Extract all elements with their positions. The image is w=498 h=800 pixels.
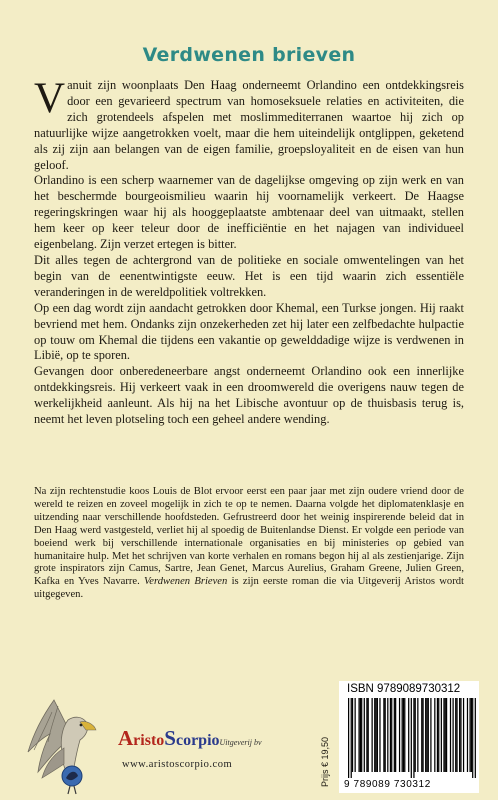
barcode-bar — [460, 698, 461, 772]
barcode-bar — [422, 698, 423, 772]
barcode-bar — [352, 698, 353, 772]
barcode-bar — [469, 698, 470, 772]
barcode-bar — [383, 698, 384, 772]
barcode-bar — [421, 698, 422, 772]
barcode-bar — [445, 698, 446, 772]
barcode-bar — [455, 698, 456, 772]
barcode-bar — [348, 698, 349, 778]
barcode-bar — [408, 698, 409, 772]
blurb-paragraph-5: Gevangen door onberedeneerbare angst onderneemt Orlandino ook een innerlijke ontdekkingsreis. Hij verkeert vaak in een droomwereld die overigens nauw tegen de werkelijkheid aanleunt. Als hij na het Libische avontuur op de thuisbasis terug is, neemt het leven plotseling toch een geheel andere wending. — [34, 364, 464, 427]
barcode-bar — [441, 698, 442, 772]
barcode-bar — [475, 698, 476, 778]
barcode-bar — [372, 698, 373, 772]
barcode-bar — [413, 698, 414, 778]
barcode-bar — [403, 698, 404, 772]
publisher-logo-text: AristoScorpioUitgeverij bv — [118, 726, 262, 750]
barcode-bar — [360, 698, 361, 772]
barcode-bar — [430, 698, 431, 772]
barcode-bar — [415, 698, 416, 772]
drop-cap: V — [34, 75, 66, 122]
barcode-bar — [391, 698, 392, 772]
barcode-bar — [437, 698, 438, 772]
publisher-url: www.aristoscorpio.com — [122, 759, 233, 770]
barcode-bar — [459, 698, 460, 772]
barcode-bar — [426, 698, 427, 772]
barcode-bar — [434, 698, 435, 772]
barcode-bar — [351, 698, 352, 778]
barcode-bar — [379, 698, 380, 772]
price-label: Prijs € 19,50 — [320, 736, 330, 787]
barcode-bar — [467, 698, 468, 772]
blurb-paragraph-3: Dit alles tegen de achtergrond van de politieke en sociale omwentelingen van het begin van de eenentwintigste eeuw. Het is een tijd waarin zich essentiële veranderingen in de wereldpolitiek voltrekken. — [34, 252, 464, 299]
isbn-label: ISBN 9789089730312 — [347, 683, 461, 695]
barcode-bar — [355, 698, 356, 772]
barcode-bar — [404, 698, 405, 772]
barcode-bar — [364, 698, 365, 772]
eagle-logo-icon — [24, 694, 116, 798]
barcode-bar — [411, 698, 412, 778]
blurb-paragraph-2: Orlandino is een scherp waarnemer van de dagelijkse omgeving op zijn werk en van het beschermde bourgeoismilieu waarin hij voornamelijk verkeert. De Haagse regeringskringen waar hij als hooggeplaatste ambtenaar deel van uitmaakt, stellen hem keer op keer teleur door de inefficiëntie en het najagen van individueel eigenbelang. Zijn verzet ertegen is bitter. — [34, 173, 464, 252]
blurb-paragraph-1: Vanuit zijn woonplaats Den Haag onderneemt Orlandino een ontdekkingsreis door een gevarieerd spectrum van homoseksuele relaties en activiteiten, die zich grotendeels afspelen met moslimmediterranen waartoe hij zich op natuurlijke wijze aangetrokken voelt, maar die hem uiteindelijk ontglippen, geketend als zij zijn aan belangen van de eigen familie, groepsloyaliteit en de eisen van hun geloof. — [34, 75, 464, 172]
barcode-bar — [425, 698, 426, 772]
barcode-icon — [348, 698, 476, 778]
barcode-bar — [368, 698, 369, 772]
barcode-bar — [358, 698, 359, 772]
barcode-bar — [402, 698, 403, 772]
barcode-bar — [438, 698, 439, 772]
blurb-paragraph-4: Op een dag wordt zijn aandacht getrokken door Khemal, een Turkse jongen. Hij raakt bevriend met hem. Ondanks zijn onzekerheden zet hij later een zelfbedachte hulpactie op touw om Khemal die tijdens een vakantie op gewelddadige wijze is verdwenen in Libië, op te sporen. — [34, 300, 464, 363]
barcode-bar — [443, 698, 444, 772]
author-bio: Na zijn rechtenstudie koos Louis de Blot ervoor eerst een paar jaar met zijn oudere vriend door de wereld te reizen en zoveel mogelijk in zich te op te nemen. Daarna volgde het diplomatenklasje en uitzending naar verschillende hoofdsteden. Gefrustreerd door het weinig inspirerende beleid dat in Den Haag werd vastgesteld, verliet hij al spoedig de Buitenlandse Dienst. Er volgde een periode van boeiend werk bij verschillende internationale organisaties en bij ministeries op gebied van humanitaire hulp. Met het schrijven van korte verhalen en romans begon hij al als zestienjarige. Zijn grote inspirators zijn Camus, Sartre, Jean Genet, Marcus Aurelius, Graham Greene, Julien Green, Kafka en Yves Navarre. Verdwenen Brieven is zijn eerste roman die via Uitgeverij Aristos wordt uitgegeven. — [34, 486, 464, 601]
barcode-bar — [472, 698, 473, 778]
book-title: Verdwenen brieven — [142, 44, 356, 66]
barcode-bar — [366, 698, 367, 772]
author-bio-book-title: Verdwenen Brieven — [144, 576, 228, 588]
barcode-bar — [428, 698, 429, 772]
barcode-bar — [377, 698, 378, 772]
barcode-bar — [390, 698, 391, 772]
barcode-bar — [446, 698, 447, 772]
barcode-bar — [387, 698, 388, 772]
barcode-digits: 9 789089 730312 — [344, 779, 431, 790]
barcode-bar — [456, 698, 457, 772]
barcode-bar — [452, 698, 453, 772]
book-blurb — [34, 75, 464, 428]
barcode-bar — [399, 698, 400, 772]
barcode-bar — [395, 698, 396, 772]
barcode-bar — [463, 698, 464, 772]
barcode-bar — [471, 698, 472, 772]
barcode-bar — [385, 698, 386, 772]
barcode-bar — [450, 698, 451, 772]
barcode-bar — [375, 698, 376, 772]
barcode-bar — [374, 698, 375, 772]
barcode-bar — [394, 698, 395, 772]
barcode-bar — [417, 698, 418, 772]
barcode-bar — [361, 698, 362, 772]
